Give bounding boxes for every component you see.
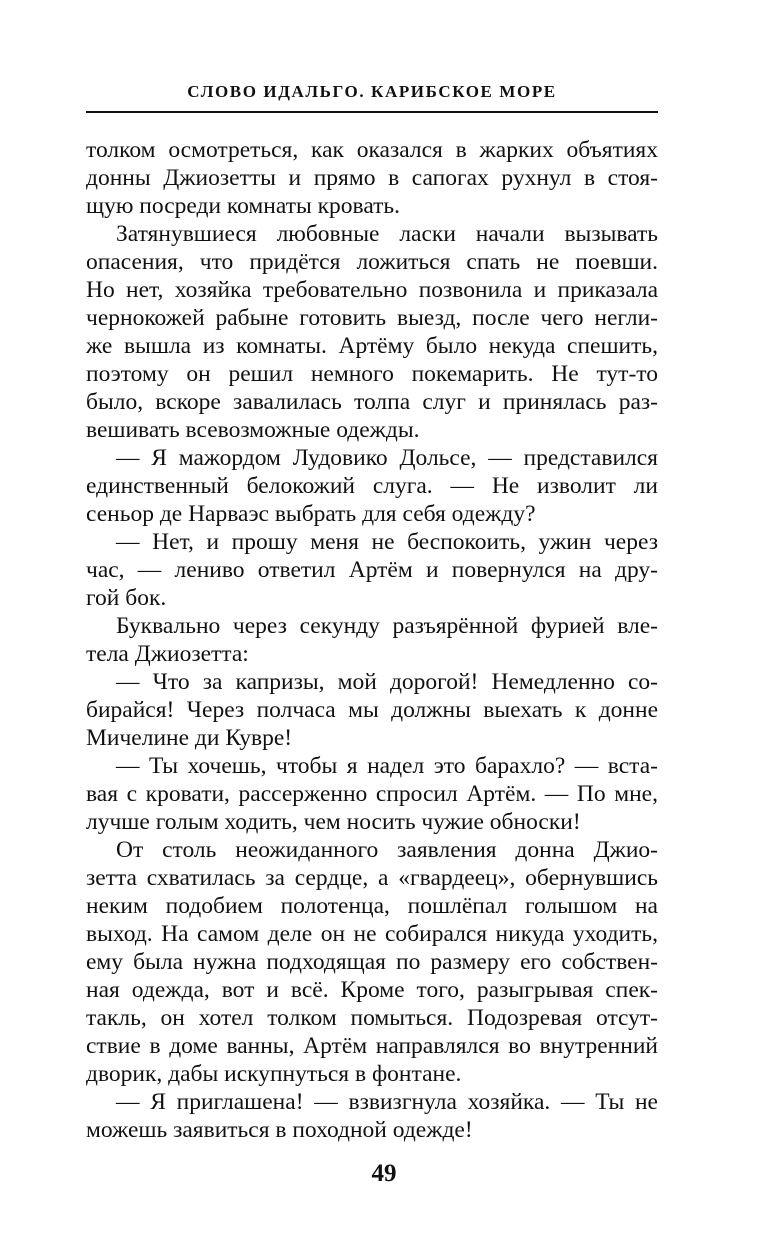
- text-line: — Что за капризы, мой дорогой! Немедленно со-: [116, 669, 658, 695]
- text-line: донны Джиозетты и прямо в сапогах рухнул в стоя-: [86, 165, 658, 191]
- text-line: можешь заявиться в походной одежде!: [86, 1117, 473, 1143]
- text-line: Затянувшиеся любовные ласки начали вызывать: [116, 221, 658, 247]
- text-line: поэтому он решил немного покемарить. Не тут-то: [86, 361, 658, 387]
- text-line: час, — лениво ответил Артём и повернулся на дру-: [86, 557, 658, 583]
- text-line: тела Джиозетта:: [86, 641, 249, 667]
- text-line: ная одежда, вот и всё. Кроме того, разыгрывая спек-: [86, 977, 658, 1003]
- text-line: ему была нужна подходящая по размеру его собствен-: [86, 949, 658, 975]
- text-line: вая с кровати, рассерженно спросил Артём. — По мне,: [86, 781, 658, 807]
- text-line: было, вскоре завалилась толпа слуг и принялась раз-: [86, 389, 658, 415]
- text-line: чернокожей рабыне готовить выезд, после чего негли-: [86, 305, 658, 331]
- text-line: лучше голым ходить, чем носить чужие обноски!: [86, 809, 581, 835]
- text-line: же вышла из комнаты. Артёму было некуда спешить,: [86, 333, 658, 359]
- text-line: дворик, дабы искупнуться в фонтане.: [86, 1061, 462, 1087]
- text-line: Мичелине ди Кувре!: [86, 725, 293, 751]
- text-line: выход. На самом деле он не собирался никуда уходить,: [86, 921, 658, 947]
- text-line: неким подобием полотенца, пошлёпал голышом на: [86, 893, 658, 919]
- text-line: толком осмотреться, как оказался в жарких объятиях: [86, 137, 658, 163]
- text-line: гой бок.: [86, 585, 167, 611]
- header-rule: [86, 111, 658, 113]
- text-line: вешивать всевозможные одежды.: [86, 417, 420, 443]
- text-line: Но нет, хозяйка требовательно позвонила и приказала: [86, 277, 658, 303]
- text-line: ствие в доме ванны, Артём направлялся во внутренний: [86, 1033, 658, 1059]
- page-number: 49: [371, 1160, 397, 1187]
- text-line: зетта схватилась за сердце, а «гвардеец», обернувшись: [86, 865, 658, 891]
- text-line: Буквально через секунду разъярённой фурией вле-: [116, 613, 658, 639]
- text-line: сеньор де Нарваэс выбрать для себя одежду?: [86, 501, 536, 527]
- text-line: — Я приглашена! — взвизгнула хозяйка. — Ты не: [116, 1089, 658, 1115]
- text-line: — Ты хочешь, чтобы я надел это барахло? — вста-: [116, 753, 658, 779]
- text-line: опасения, что придётся ложиться спать не поевши.: [86, 249, 658, 275]
- text-line: — Я мажордом Лудовико Дольсе, — представился: [116, 445, 658, 471]
- text-line: такль, он хотел толком помыться. Подозревая отсут-: [86, 1005, 658, 1031]
- text-line: щую посреди комнаты кровать.: [86, 193, 401, 219]
- text-line: — Нет, и прошу меня не беспокоить, ужин через: [116, 529, 658, 555]
- text-line: От столь неожиданного заявления донна Джио-: [116, 837, 658, 863]
- text-line: бирайся! Через полчаса мы должны выехать к донне: [86, 697, 658, 723]
- running-head: СЛОВО ИДАЛЬГО. КАРИБСКОЕ МОРЕ: [187, 82, 557, 101]
- text-line: единственный белокожий слуга. — Не изволит ли: [86, 473, 658, 499]
